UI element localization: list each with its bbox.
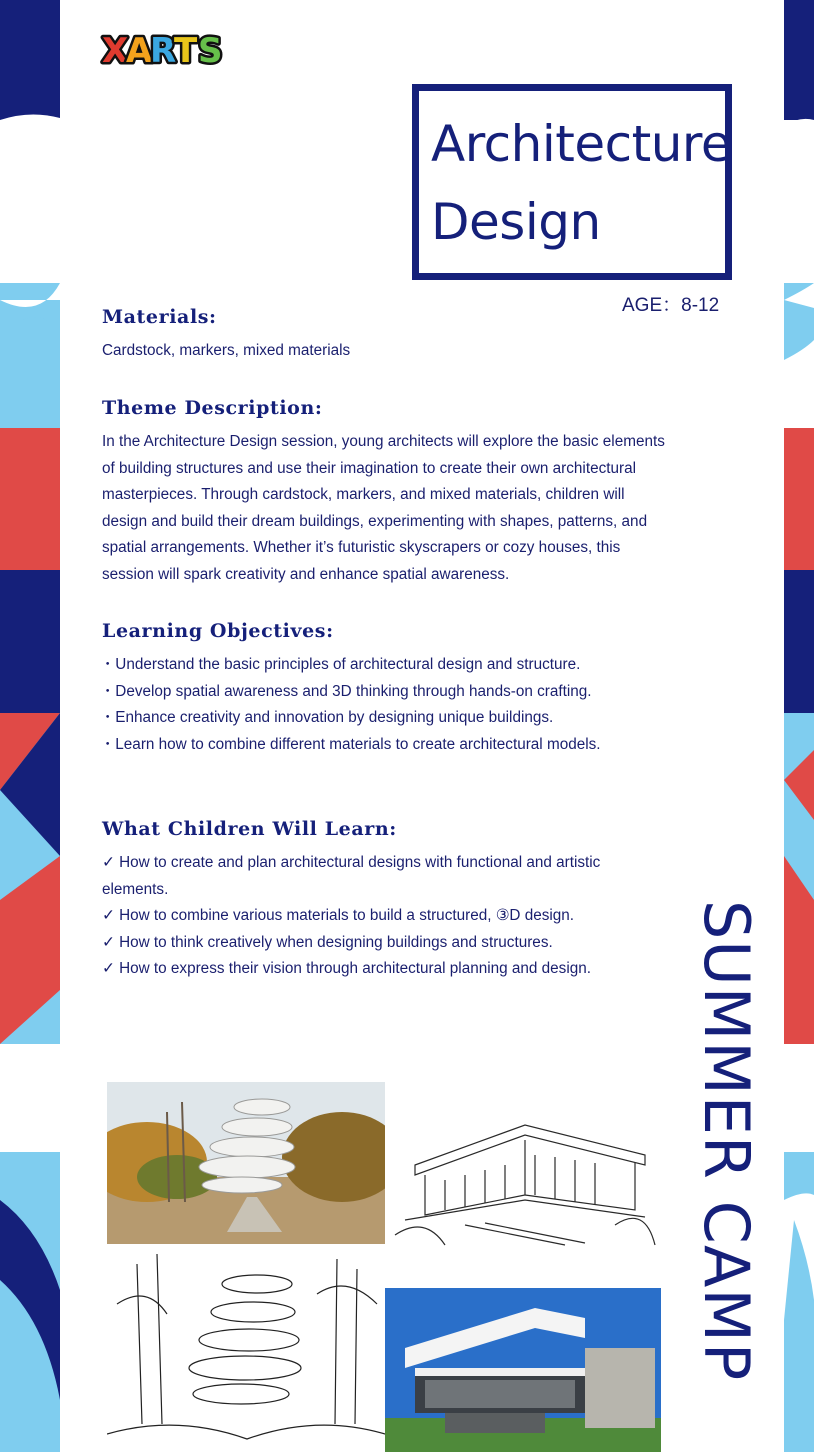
modern-house-photo <box>385 1288 661 1452</box>
learn-item: ✓ How to think creatively when designing buildings and structures. <box>102 933 553 951</box>
title-box <box>412 84 732 280</box>
left-decorative-strip <box>0 0 60 1452</box>
age-range: AGE：8-12 <box>622 295 720 316</box>
theme-line: of building structures and use their imagination to create their own architectural <box>102 459 636 477</box>
svg-text:T: T <box>174 31 198 70</box>
materials-text: Cardstock, markers, mixed materials <box>102 342 351 359</box>
learn-item: ✓ How to combine various materials to build a structured, ③D design. <box>102 907 575 925</box>
theme-line: session will spark creativity and enhance spatial awareness. <box>102 565 510 583</box>
theme-heading: Theme Description: <box>102 397 323 419</box>
materials-heading: Materials: <box>102 306 217 328</box>
theme-line: masterpieces. Through cardstock, markers, and mixed materials, children will <box>102 486 625 504</box>
right-decorative-strip <box>784 0 814 1452</box>
objectives-heading: Learning Objectives: <box>102 620 334 642</box>
spiral-building-sketch <box>107 1244 385 1452</box>
objectives-list <box>100 652 680 758</box>
theme-line: In the Architecture Design session, young architects will explore the basic elements <box>102 433 665 450</box>
house-sketch <box>385 1095 663 1257</box>
title-line-1: Architecture <box>431 115 732 173</box>
summer-camp-text: SUMMER CAMP <box>690 900 763 1382</box>
learn-item: elements. <box>102 880 169 898</box>
learn-item: ✓ How to create and plan architectural designs with functional and artistic <box>102 854 601 871</box>
svg-text:A: A <box>126 31 153 70</box>
spiral-building-photo <box>107 1082 385 1244</box>
theme-line: spatial arrangements. Whether it’s futuristic skyscrapers or cozy houses, this <box>102 539 621 557</box>
learn-item: ✓ How to express their vision through architectural planning and design. <box>102 960 591 978</box>
objective-item: ・Enhance creativity and innovation by designing unique buildings. <box>100 709 554 727</box>
learn-heading: What Children Will Learn: <box>102 818 397 840</box>
objective-item: ・Learn how to combine different materials to create architectural models. <box>100 735 601 753</box>
learn-list <box>102 850 682 983</box>
svg-text:S: S <box>198 31 223 70</box>
summer-camp-banner <box>692 900 762 1420</box>
title-line-2: Design <box>431 193 601 251</box>
theme-paragraph <box>102 429 682 589</box>
objective-item: ・Understand the basic principles of architectural design and structure. <box>100 656 581 673</box>
svg-text:R: R <box>150 31 177 70</box>
xarts-logo <box>100 26 232 70</box>
theme-line: design and build their dream buildings, experimenting with shapes, patterns, and <box>102 512 648 530</box>
svg-text:X: X <box>102 31 129 70</box>
objective-item: ・Develop spatial awareness and 3D thinking through hands-on crafting. <box>100 682 592 700</box>
